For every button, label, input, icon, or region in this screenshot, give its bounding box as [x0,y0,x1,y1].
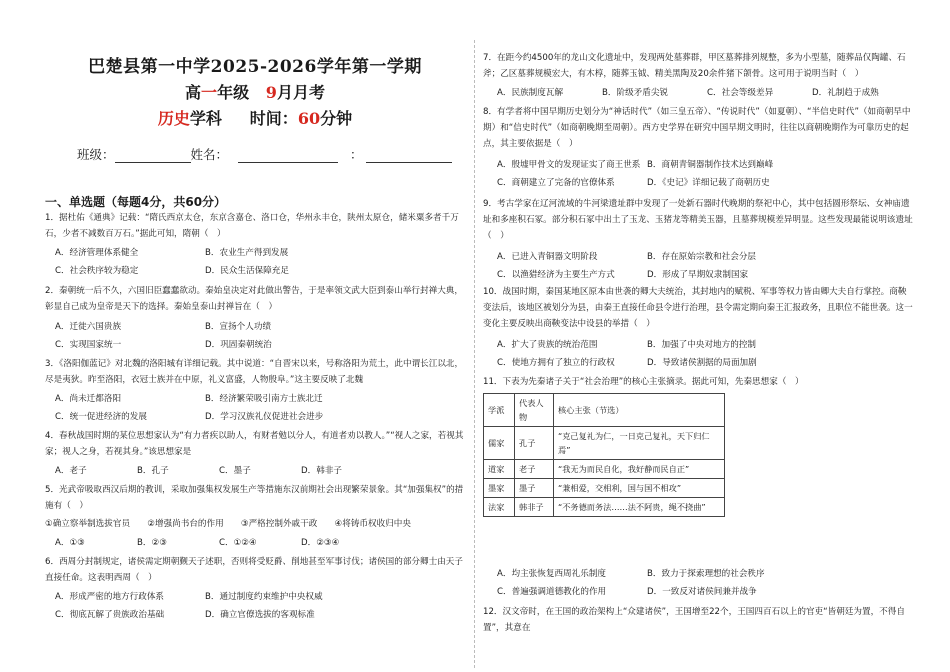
table-header-row [484,394,725,427]
question-1-stem: 1．据杜佑《通典》记载：“隋氏西京太仓，东京含嘉仓、洛口仓，华州永丰仓，陕州太原仓，储米粟多者千万石，少者不减数百万石。”据此可知，隋朝（ ） [45,213,459,239]
table-header: 学派 [484,394,515,427]
table-cell: 墨子 [515,479,554,498]
question-2-stem: 2．秦朝统一后不久，六国旧臣蠢蠢欲动。秦始皇决定对此做出警告，于是率领文武大臣到泰山举行封禅大典，彰显自己成为皇帝是天下的选择。秦始皇泰山封禅旨在（ ） [45,286,463,312]
question-6-options [55,588,355,624]
option[interactable]: D．民众生活保障充足 [205,266,289,276]
option[interactable]: D．一致反对诸侯间兼并战争 [647,587,757,597]
table-header: 核心主张（节选） [554,394,725,427]
table-header: 代表人物 [515,394,554,427]
question-11-stem: 11．下表为先秦诸子关于“社会治理”的核心主张摘录。据此可知，先秦思想家（ ） [483,377,804,387]
table-cell: 孔子 [515,427,554,460]
option[interactable]: C．社会等级差异 [707,88,774,98]
name-field[interactable] [238,149,338,163]
grade-number: 一 [201,83,218,102]
question-4-stem: 4．春秋战国时期的某位思想家认为“有力者疾以助人，有财者勉以分人，有道者劝以教人。”“视人之家，若视其家；视人之身，若视其身。”该思想家是 [45,431,464,457]
time-label: 时间： [249,109,298,128]
question-9-options [497,248,797,284]
option[interactable]: C．统一促进经济的发展 [55,412,147,422]
extra-colon: ： [349,147,363,162]
subject-suffix: 学科 [189,109,222,128]
question-1-options [55,244,355,280]
table-cell: “不务德而务法……法不阿贵，绳不挠曲” [554,498,725,517]
option[interactable]: D．确立官僚选拔的客观标准 [205,610,315,620]
table-cell: 儒家 [484,427,515,460]
option[interactable]: D．巩固秦朝统治 [205,340,272,350]
option[interactable]: A．迁徙六国贵族 [55,322,122,332]
question-2-options [55,318,355,354]
option[interactable]: A．殷墟甲骨文的发现证实了商王世系 [497,160,641,170]
option[interactable]: C．墨子 [219,466,251,476]
table-cell: 墨家 [484,479,515,498]
option[interactable]: B．加强了中央对地方的控制 [647,340,757,350]
table-cell: 法家 [484,498,515,517]
option[interactable]: D．导致诸侯割据的局面加剧 [647,358,757,368]
question-8-options [497,156,797,192]
option[interactable]: D．《史记》详细记载了商朝历史 [647,178,770,188]
option[interactable]: A．老子 [55,466,87,476]
name-label: 姓名： [190,147,229,162]
option[interactable]: D．形成了早期奴隶制国家 [647,270,749,280]
schools-table [483,393,725,517]
school-title: 巴楚县第一中学2025-2026学年第一学期 [88,57,422,77]
question-9-stem: 9．考古学家在辽河流域的牛河梁遗址群中发现了一处新石器时代晚期的祭祀中心，其中包括圆形祭坛、女神庙遗址和多座积石冢。部分积石冢中出土了玉龙、玉猪龙等精美玉器，且墓葬规模差异明显。这些发现最能说明该遗址（ ） [483,199,913,241]
option[interactable]: C．彻底瓦解了贵族政治基础 [55,610,165,620]
option[interactable]: D．礼制趋于成熟 [812,88,879,98]
option[interactable]: A．①③ [55,538,85,548]
table-cell: “我无为而民自化，我好静而民自正” [554,460,725,479]
month-number: 9 [265,83,277,102]
time-value: 60 [297,109,321,128]
class-label: 班级： [77,147,115,162]
question-3-stem: 3．《洛阳伽蓝记》对北魏的洛阳城有详细记载。其中说道：“自晋宋以来，号称洛阳为荒土，此中谓长江以北，尽是夷狄。昨至洛阳，衣冠士族并在中原，礼义富盛，人物殷阜。”这主要反映了北魏 [45,359,464,385]
question-5-list: ①确立察举制选拔官员 ②增强尚书台的作用 ③严格控制外戚干政 ④将铸币权收归中央 [45,519,411,529]
option[interactable]: C．实现国家统一 [55,340,122,350]
table-cell: 道家 [484,460,515,479]
option[interactable]: B．农业生产得到发展 [205,248,289,258]
question-10-stem: 10．战国时期，秦国某地区原本由世袭的卿大夫统治，其封地内的赋税、军事等权力皆由卿大夫自行掌控。商鞅变法后，该地区被划分为县，由秦王直接任命县令进行治理，县令需定期向秦王汇报政务，且职位不能世袭。这一变化主要反映出商鞅变法中设县的举措（ ） [483,287,913,329]
question-7-options [497,84,912,102]
option[interactable]: A．已进入青铜器文明阶段 [497,252,598,262]
option[interactable]: A．均主张恢复西周礼乐制度 [497,569,607,579]
table-row [484,498,725,517]
option[interactable]: B．存在原始宗教和社会分层 [647,252,757,262]
option[interactable]: B．阶级矛盾尖锐 [602,88,669,98]
time-unit: 分钟 [320,109,353,128]
option[interactable]: C．社会秩序较为稳定 [55,266,139,276]
table-cell: 韩非子 [515,498,554,517]
question-11-options [497,565,797,601]
question-7-stem: 7．在距今约4500年的龙山文化遗址中，发现两处墓葬群，甲区墓葬排列规整，多为小型墓，随葬品仅陶罐、石斧；乙区墓葬规模宏大，有木椁，随葬玉钺、精美黑陶及20余件猪下颌骨。这可用于说明当时（ ） [483,53,906,79]
option[interactable]: B．通过制度约束维护中央权威 [205,592,323,602]
table-row [484,460,725,479]
question-6-stem: 6．西周分封制规定，诸侯需定期朝觐天子述职，否则将受贬爵、削地甚至军事讨伐；诸侯国的部分卿士由天子直接任命。这表明西周（ ） [45,557,463,583]
option[interactable]: D．②③④ [301,538,340,548]
option[interactable]: B．致力于探索理想的社会秩序 [647,569,765,579]
column-divider [474,40,475,668]
month-suffix: 月月考 [276,83,325,102]
option[interactable]: A．民族制度瓦解 [497,88,564,98]
grade-prefix: 高 [185,83,202,102]
grade-line [45,80,465,103]
option[interactable]: B．经济繁荣吸引南方士族北迁 [205,394,323,404]
option[interactable]: B．商朝青铜器制作技术达到巅峰 [647,160,774,170]
table-cell: “兼相爱，交相利，国与国不相攻” [554,479,725,498]
option[interactable]: C．普遍强调道德教化的作用 [497,587,607,597]
question-8-stem: 8．有学者将中国早期历史划分为“神话时代”（如三皇五帝）、“传说时代”（如夏朝）、“半信史时代”（如商朝早中期）和“信史时代”（如商朝晚期至周朝）。西方史学界在研究中国早期文明时，往往以商朝晚期作为可靠历史的起点，其主要依据是（ ） [483,107,911,149]
option[interactable]: A．经济管理体系健全 [55,248,139,258]
option[interactable]: C．①②④ [219,538,257,548]
student-info-line [77,145,452,163]
option[interactable]: D．学习汉族礼仪促进社会进步 [205,412,324,422]
subject-line [45,106,465,129]
class-field[interactable] [115,149,191,163]
option[interactable]: A．尚未迁都洛阳 [55,394,122,404]
extra-field[interactable] [366,149,452,163]
table-row [484,427,725,460]
option[interactable]: A．形成严密的地方行政体系 [55,592,165,602]
option[interactable]: C．使地方拥有了独立的行政权 [497,358,615,368]
option[interactable]: C．商朝建立了完备的官僚体系 [497,178,615,188]
question-4-options [55,462,383,480]
question-5-stem: 5．光武帝吸取西汉后期的教训，采取加强集权发展生产等措施东汉前期社会出现繁荣景象。其“加强集权”的措施有（ ） [45,485,464,511]
question-5-options [55,534,383,552]
question-10-options [497,336,797,372]
question-12-stem: 12．汉文帝时，在王国的政治架构上“众建诸侯”，王国增至22个，王国四百石以上的官吏“皆朝廷为置，不得自置”，其意在 [483,607,905,633]
question-3-options [55,390,355,426]
table-cell: “克己复礼为仁，一日克己复礼，天下归仁焉” [554,427,725,460]
grade-suffix: 年级 [217,83,250,102]
table-cell: 老子 [515,460,554,479]
table-row [484,479,725,498]
subject-name: 历史 [157,109,190,128]
option[interactable]: B．宣扬个人功绩 [205,322,272,332]
option[interactable]: A．扩大了贵族的统治范围 [497,340,598,350]
option[interactable]: C．以渔猎经济为主要生产方式 [497,270,615,280]
option[interactable]: D．韩非子 [301,466,342,476]
section-title: 一、单选题（每题4分，共60分） [45,195,227,209]
option[interactable]: B．②③ [137,538,167,548]
option[interactable]: B．孔子 [137,466,169,476]
